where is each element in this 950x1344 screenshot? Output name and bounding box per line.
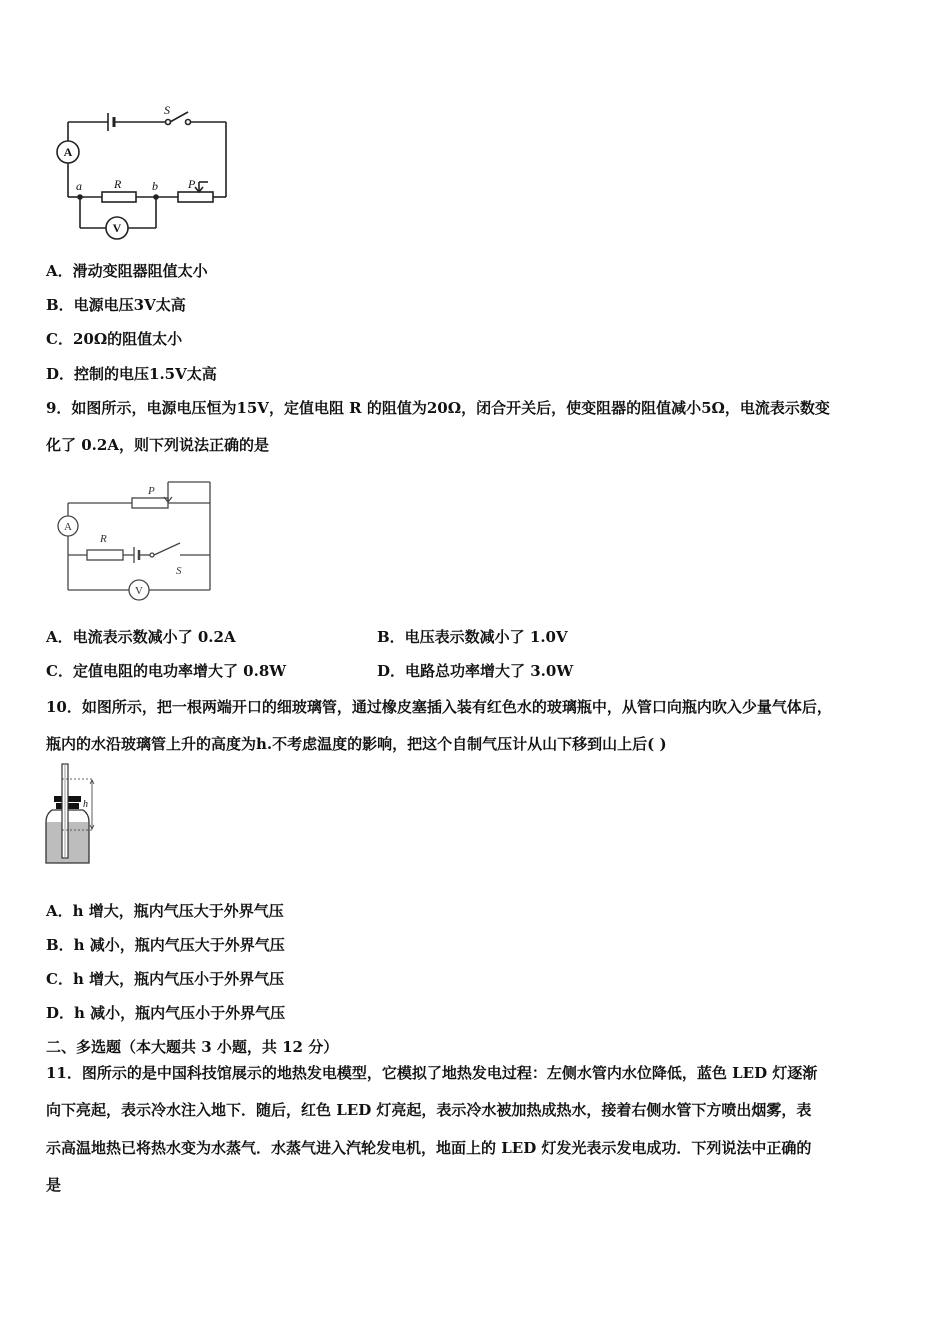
resistor-label: R — [100, 533, 107, 545]
q11-line2: 向下亮起，表示冷水注入地下．随后，红色 LED 灯亮起，表示冷水被加热成热水，接着右侧水管下方喷出烟雾，表 — [46, 1101, 812, 1119]
q10-option-b: B．h 减小，瓶内气压大于外界气压 — [46, 936, 285, 954]
q11-line1: 11．图所示的是中国科技馆展示的地热发电模型，它模拟了地热发电过程：左侧水管内水位降低，蓝色 LED 灯逐渐 — [46, 1064, 818, 1082]
q10-option-c: C．h 增大，瓶内气压小于外界气压 — [46, 970, 285, 988]
q8-option-d: D．控制的电压1.5V太高 — [46, 365, 217, 383]
q11-line4: 是 — [46, 1176, 62, 1194]
slider-label: P — [148, 485, 155, 497]
q9-stem-line1: 9．如图所示，电源电压恒为15V，定值电阻 R 的阻值为20Ω，闭合开关后，使变阻器的阻值减小5Ω，电流表示数变 — [46, 399, 830, 417]
node-a-label: a — [76, 179, 82, 193]
q10-stem-line2: 瓶内的水沿玻璃管上升的高度为h.不考虑温度的影响，把这个自制气压计从山下移到山上后( ) — [46, 735, 667, 753]
q8-option-b: B．电源电压3V太高 — [46, 296, 186, 314]
q10-option-d: D．h 减小，瓶内气压小于外界气压 — [46, 1004, 286, 1022]
q9-stem-line2: 化了 0.2A，则下列说法正确的是 — [46, 436, 269, 454]
voltmeter-label: V — [112, 221, 122, 235]
ammeter-label: A — [64, 521, 72, 533]
circuit-figure-q9 — [52, 478, 232, 608]
section-title: 二、多选题（本大题共 3 小题，共 12 分） — [46, 1038, 339, 1056]
switch-label: S — [176, 565, 182, 577]
q9-option-b: B．电压表示数减小了 1.0V — [377, 628, 568, 646]
q9-option-a: A．电流表示数减小了 0.2A — [46, 628, 236, 646]
resistor-label: R — [114, 177, 122, 191]
ammeter-label: A — [63, 145, 73, 159]
q9-option-d: D．电路总功率增大了 3.0W — [377, 662, 574, 680]
q10-stem-line1: 10．如图所示，把一根两端开口的细玻璃管，通过橡皮塞插入装有红色水的玻璃瓶中，从管口向瓶内吹入少量气体后， — [46, 698, 832, 716]
bottle-barometer-figure — [42, 760, 112, 870]
switch-label: S — [164, 103, 170, 117]
voltmeter-label: V — [135, 585, 143, 597]
height-label: h — [83, 799, 88, 810]
circuit-figure-q8 — [48, 100, 248, 240]
q9-option-c: C．定值电阻的电功率增大了 0.8W — [46, 662, 287, 680]
q11-line3: 示高温地热已将热水变为水蒸气．水蒸气进入汽轮发电机，地面上的 LED 灯发光表示发电成功．下列说法中正确的 — [46, 1139, 812, 1157]
node-b-label: b — [152, 179, 158, 193]
slider-label: P — [188, 177, 196, 191]
q8-option-a: A．滑动变阻器阻值太小 — [46, 262, 208, 280]
q8-option-c: C．20Ω的阻值太小 — [46, 330, 183, 348]
q10-option-a: A．h 增大，瓶内气压大于外界气压 — [46, 902, 284, 920]
